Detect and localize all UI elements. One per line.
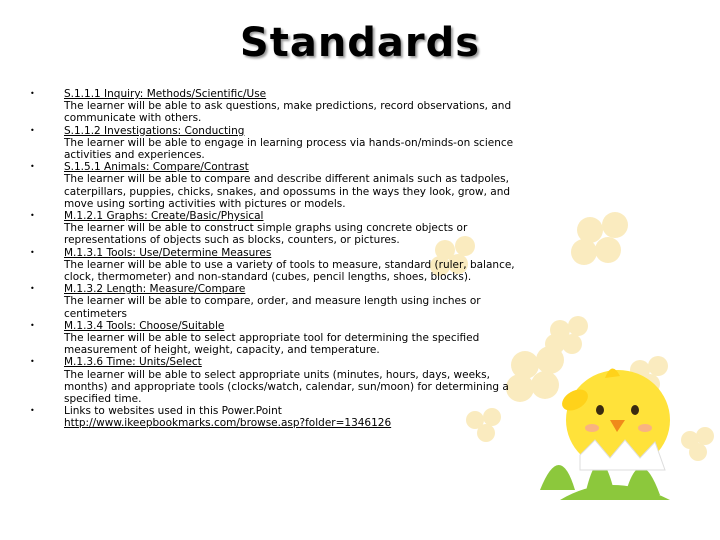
standard-title: S.1.1.2 Investigations: Conducting: [64, 124, 245, 137]
standard-title: M.1.2.1 Graphs: Create/Basic/Physical: [64, 210, 264, 223]
list-item: [30, 356, 525, 405]
bullet: •: [30, 125, 35, 135]
standards-list: [30, 88, 525, 430]
standard-title: S.1.1.1 Inquiry: Methods/Scientific/Use: [64, 88, 267, 100]
standard-description: The learner will be able to select appropriate units (minutes, hours, days, weeks, months) and appropriate tools (clocks/watch, calendar, sun/moon) for determining a specified time.: [64, 368, 509, 406]
standard-description: The learner will be able to ask questions, make predictions, record observations, and communicate with others.: [64, 100, 512, 125]
standard-title: M.1.3.6 Time: Units/Select: [64, 356, 202, 369]
bullet: •: [30, 406, 35, 416]
bullet: •: [30, 162, 35, 172]
standard-title: M.1.3.4 Tools: Choose/Suitable: [64, 319, 225, 332]
standard-description: The learner will be able to engage in learning process via hands-on/minds-on science activities and experiences.: [64, 136, 514, 162]
list-item: [30, 88, 525, 125]
bullet: •: [30, 357, 35, 367]
standard-description: The learner will be able to select appropriate tool for determining the specified measurement of height, weight, capacity, and temperature.: [64, 332, 480, 357]
list-item-links: [30, 405, 525, 429]
list-item: [30, 125, 525, 162]
chick-illustration: [558, 368, 670, 470]
list-item: [30, 283, 525, 320]
bullet: •: [30, 211, 35, 221]
list-item: [30, 161, 525, 210]
standard-description: The learner will be able to construct simple graphs using concrete objects or representations of objects such as blocks, counters, or pictures.: [64, 222, 468, 247]
list-item: [30, 320, 525, 357]
bullet: •: [30, 247, 35, 257]
standard-title: M.1.3.1 Tools: Use/Determine Measures: [64, 246, 272, 259]
bookmarks-link[interactable]: http://www.ikeepbookmarks.com/browse.asp?folder=1346126: [64, 417, 392, 430]
list-item: [30, 210, 525, 247]
bullet: •: [30, 284, 35, 294]
bullet: •: [30, 89, 35, 98]
standard-description: The learner will be able to use a variety of tools to measure, standard (ruler, balance, clock, thermometer) and non-standard (cubes, pencil lengths, shoes, blocks).: [64, 258, 515, 284]
standard-description: The learner will be able to compare and describe different animals such as tadpoles, caterpillars, puppies, chicks, snakes, and opossums in the ways they look, grow, and move using sorting activities with pictures or models.: [64, 173, 511, 210]
links-label: Links to websites used in this Power.Point: [64, 405, 282, 418]
standard-description: The learner will be able to compare, order, and measure length using inches or centimeters: [64, 295, 481, 320]
standard-title: M.1.3.2 Length: Measure/Compare: [64, 283, 246, 296]
page-title: Standards: [239, 20, 481, 66]
list-item: [30, 247, 525, 284]
standard-title: S.1.5.1 Animals: Compare/Contrast: [64, 161, 249, 174]
bullet: •: [30, 320, 35, 330]
